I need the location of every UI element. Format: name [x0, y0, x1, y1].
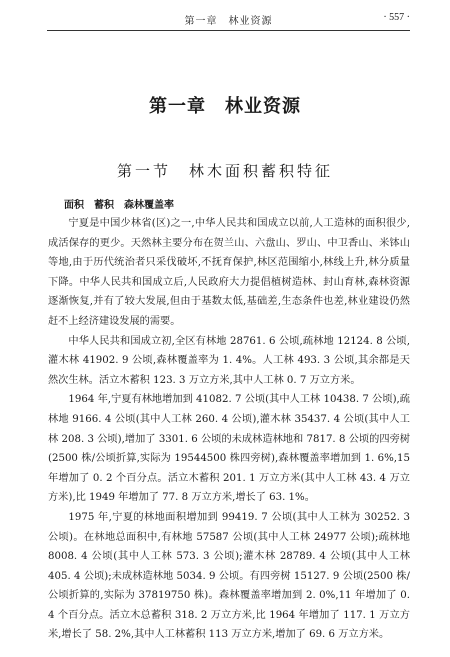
body-text [48, 214, 410, 645]
paragraph: 宁夏是中国少林省(区)之一,中华人民共和国成立以前,人工造林的面积很少,成活保存的更少。天然林主要分布在贺兰山、六盘山、罗山、中卫香山、米钵山等地,由于历代统治者只采伐破坏,不抚育保护,林区范围缩小,林线上升,林分质量下降。中华人民共和国成立后,人民政府大力提倡植树造林、封山育林,森林资源逐渐恢复,并有了较大发展,但由于基数太低,基础差,生态条件也差,林业建设仍然赶不上经济建设发展的需要。 [48, 218, 410, 327]
subheading: 面积 蓄积 森林覆盖率 [64, 200, 174, 211]
section-title: 第一节 林木面积蓄积特征 [116, 162, 333, 180]
paragraph: 1964 年,宁夏有林地增加到 41082. 7 公顷(其中人工林 10438. 7 公顷),疏林地 9166. 4 公顷(其中人工林 260. 4 公顷),灌木林 35437. 4 公顷(其中人工林 208. 3 公顷),增加了 3301. 6 公顷的未成林造林地和 7817. 8 公顷的四旁树(2500 株/公顷折算,实际为 19544500 株四旁树),森林覆盖率增加到 1. 6%,15 年增加了 0. 2 个百分点。活立木蓄积 201. 1 万立方米(其中人工林 43. 4 万立方米),比 1949 年增加了 77. 8 万立方米,增长了 63. 1%。 [48, 394, 410, 504]
paragraph: 中华人民共和国成立初,全区有林地 28761. 6 公顷,疏林地 12124. 8 公顷,灌木林 41902. 9 公顷,森林覆盖率为 1. 4%。人工林 493. 3 公顷,其余都是天然次生林。活立木蓄积 123. 3 万立方米,其中人工林 0. 7 万立方米。 [48, 335, 410, 386]
paragraph: 1975 年,宁夏的林地面积增加到 99419. 7 公顷(其中人工林为 30252. 3 公顷)。在林地总面积中,有林地 57587 公顷(其中人工林 24977 公顷);疏林地 8008. 4 公顷(其中人工林 573. 3 公顷);灌木林 28789. 4 公顷(其中人工林 405. 4 公顷);未成林造林地 5034. 9 公顷。有四旁树 15127. 9 公顷(2500 株/公顷折算的,实际为 37819750 株)。森林覆盖率增加到 2. 0%,11 年增加了 0. 4 个百分点。活立木总蓄积 318. 2 万立方米,比 1964 年增加了 117. 1 万立方米,增长了 58. 2%,其中人工林蓄积 113 万立方米,增加了 69. 6 万立方米。 [48, 511, 410, 641]
running-header [47, 8, 410, 31]
running-title: 第一章 林业资源 [184, 16, 273, 27]
chapter-title: 第一章 林业资源 [149, 96, 301, 117]
page-number: · 557 · [383, 12, 410, 23]
